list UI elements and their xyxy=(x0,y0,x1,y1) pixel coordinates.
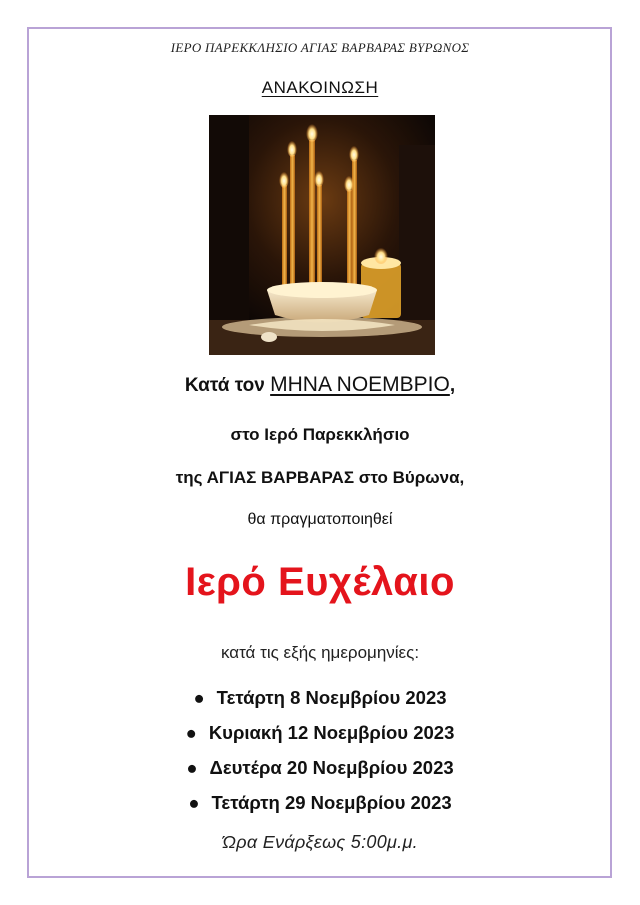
list-item: ● Τετάρτη 29 Νοεμβρίου 2023 xyxy=(188,792,452,813)
bullet-icon: ● xyxy=(193,687,205,708)
month-highlight: ΜΗΝΑ ΝΟΕΜΒΡΙΟ xyxy=(270,373,450,396)
bullet-icon: ● xyxy=(188,792,200,813)
intro-line-location: της ΑΓΙΑΣ ΒΑΡΒΑΡΑΣ στο Βύρωνα, xyxy=(175,468,465,487)
candles-photo xyxy=(209,115,435,355)
bullet-icon: ● xyxy=(185,722,197,743)
announcement-title: ΑΝΑΚΟΙΝΩΣΗ xyxy=(261,78,379,97)
bullet-icon: ● xyxy=(186,757,198,778)
list-item: ● Τετάρτη 8 Νοεμβρίου 2023 xyxy=(193,687,447,708)
event-title: Ιερό Ευχέλαιο xyxy=(185,560,455,604)
intro-line-month: Κατά τον ΜΗΝΑ ΝΟΕΜΒΡΙΟ, xyxy=(184,373,456,396)
dates-intro: κατά τις εξής ημερομηνίες: xyxy=(220,643,420,662)
intro-line-action: θα πραγματοποιηθεί xyxy=(247,511,393,528)
list-item: ● Κυριακή 12 Νοεμβρίου 2023 xyxy=(185,722,455,743)
start-time: Ώρα Ενάρξεως 5:00μ.μ. xyxy=(222,832,418,852)
list-item: ● Δευτέρα 20 Νοεμβρίου 2023 xyxy=(186,757,454,778)
dates-list xyxy=(0,680,640,820)
chapel-header: ΙΕΡΟ ΠΑΡΕΚΚΛΗΣΙΟ ΑΓΙΑΣ ΒΑΡΒΑΡΑΣ ΒΥΡΩΝΟΣ xyxy=(170,40,470,55)
intro-line-chapel: στο Ιερό Παρεκκλήσιο xyxy=(230,425,410,444)
